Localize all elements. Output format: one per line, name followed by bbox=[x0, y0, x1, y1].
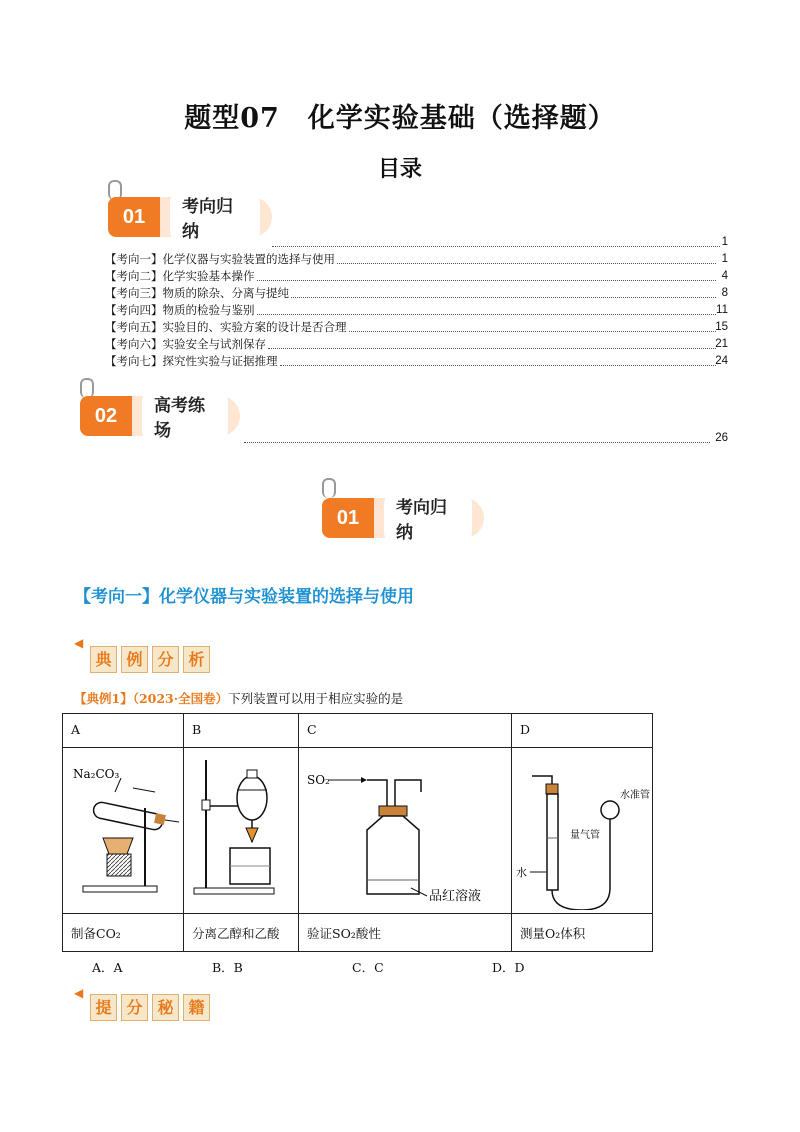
toc-entry-page: 24 bbox=[715, 355, 728, 367]
caption-b: 分离乙醇和乙酸 bbox=[184, 914, 299, 952]
question-text: 下列装置可以用于相应实验的是 bbox=[228, 691, 404, 706]
caption-a: 制备CO₂ bbox=[63, 914, 184, 952]
stamp-char: 析 bbox=[183, 646, 210, 673]
stamp-char: 分 bbox=[152, 646, 179, 673]
figure-label: Na₂CO₃ bbox=[73, 767, 120, 781]
toc-leader bbox=[244, 442, 710, 443]
paperclip-icon bbox=[80, 378, 94, 398]
banner-number: 01 bbox=[322, 498, 374, 538]
toc-entry-page: 21 bbox=[715, 338, 728, 350]
table-header-d: D bbox=[512, 714, 653, 748]
figure-label: 水 bbox=[516, 866, 527, 879]
toc-entry[interactable]: 【考向一】化学仪器与实验装置的选择与使用 bbox=[105, 252, 335, 266]
figure-c bbox=[299, 748, 512, 914]
table-header-c: C bbox=[299, 714, 512, 748]
stamp-char: 籍 bbox=[183, 994, 210, 1021]
toc-leader bbox=[257, 314, 716, 315]
toc-entry[interactable]: 【考向二】化学实验基本操作 bbox=[105, 269, 255, 283]
toc-entry-page: 8 bbox=[721, 287, 728, 299]
table-header-b: B bbox=[184, 714, 299, 748]
toc-leader bbox=[349, 331, 716, 332]
figure-a bbox=[63, 748, 184, 914]
toc-page: 1 bbox=[721, 236, 728, 248]
stamp-char: 提 bbox=[90, 994, 117, 1021]
toc-leader bbox=[291, 297, 716, 298]
banner-label: 考向归纳 bbox=[170, 189, 260, 245]
caption-c: 验证SO₂酸性 bbox=[299, 914, 512, 952]
figure-label: 水准管 bbox=[620, 790, 650, 801]
toc-entry[interactable]: 【考向七】探究性实验与证据推理 bbox=[105, 354, 278, 368]
toc-entry[interactable]: 【考向六】实验安全与试剂保存 bbox=[105, 337, 266, 351]
toc-leader bbox=[257, 280, 716, 281]
toc-entry[interactable]: 【考向四】物质的检验与鉴别 bbox=[105, 303, 255, 317]
figure-d bbox=[512, 748, 653, 914]
figure-label: 品红溶液 bbox=[429, 889, 482, 904]
toc-leader bbox=[280, 365, 716, 366]
question bbox=[74, 689, 403, 707]
paperclip-icon bbox=[322, 478, 336, 498]
separatory-funnel-figure bbox=[184, 748, 298, 910]
banner-number: 01 bbox=[108, 197, 160, 237]
speaker-icon: ◀ bbox=[74, 986, 84, 1000]
banner-label: 考向归纳 bbox=[384, 490, 472, 546]
toc-entry-page: 4 bbox=[721, 270, 728, 282]
stamp-tifen bbox=[90, 994, 210, 1021]
option-b: B．B bbox=[212, 960, 243, 975]
caption-d: 测量O₂体积 bbox=[512, 914, 653, 952]
figure-label: 量气管 bbox=[570, 830, 600, 841]
toc-entry[interactable]: 【考向五】实验目的、实验方案的设计是否合理 bbox=[105, 320, 347, 334]
option-c: C．C bbox=[352, 960, 384, 975]
figure-b bbox=[184, 748, 299, 914]
stamp-char: 秘 bbox=[152, 994, 179, 1021]
figure-label: SO₂ bbox=[307, 773, 330, 787]
toc-heading: 目录 bbox=[377, 156, 422, 182]
gas-burette-figure bbox=[512, 748, 652, 910]
stamp-char: 分 bbox=[121, 994, 148, 1021]
banner-label: 高考练场 bbox=[142, 388, 228, 444]
option-a: A．A bbox=[92, 960, 123, 975]
stamp-char: 典 bbox=[90, 646, 117, 673]
stamp-dianli bbox=[90, 646, 210, 673]
banner-kaoxiang bbox=[108, 197, 272, 242]
banner-number: 02 bbox=[80, 396, 132, 436]
document-title: 题型07 化学实验基础（选择题） bbox=[184, 103, 616, 134]
toc-entry-page: 15 bbox=[715, 321, 728, 333]
toc-leader bbox=[268, 348, 716, 349]
stamp-char: 例 bbox=[121, 646, 148, 673]
gas-washing-bottle-figure bbox=[299, 748, 511, 910]
apparatus-table bbox=[62, 713, 653, 952]
toc-leader bbox=[272, 246, 720, 247]
section-title: 【考向一】化学仪器与实验装置的选择与使用 bbox=[74, 587, 414, 607]
question-tag: 【典例1】（2023·全国卷） bbox=[74, 691, 229, 706]
banner-kaoxiang-section bbox=[322, 498, 484, 543]
toc-entry[interactable]: 【考向三】物质的除杂、分离与提纯 bbox=[105, 286, 289, 300]
toc-entry-page: 11 bbox=[716, 304, 728, 316]
speaker-icon: ◀ bbox=[74, 636, 84, 650]
toc-entry-page: 1 bbox=[721, 253, 728, 265]
table-header-a: A bbox=[63, 714, 184, 748]
banner-gaokao bbox=[80, 396, 240, 441]
option-d: D．D bbox=[492, 960, 525, 975]
toc-page: 26 bbox=[715, 432, 728, 444]
toc-leader bbox=[337, 263, 716, 264]
heating-apparatus-figure bbox=[63, 748, 183, 910]
